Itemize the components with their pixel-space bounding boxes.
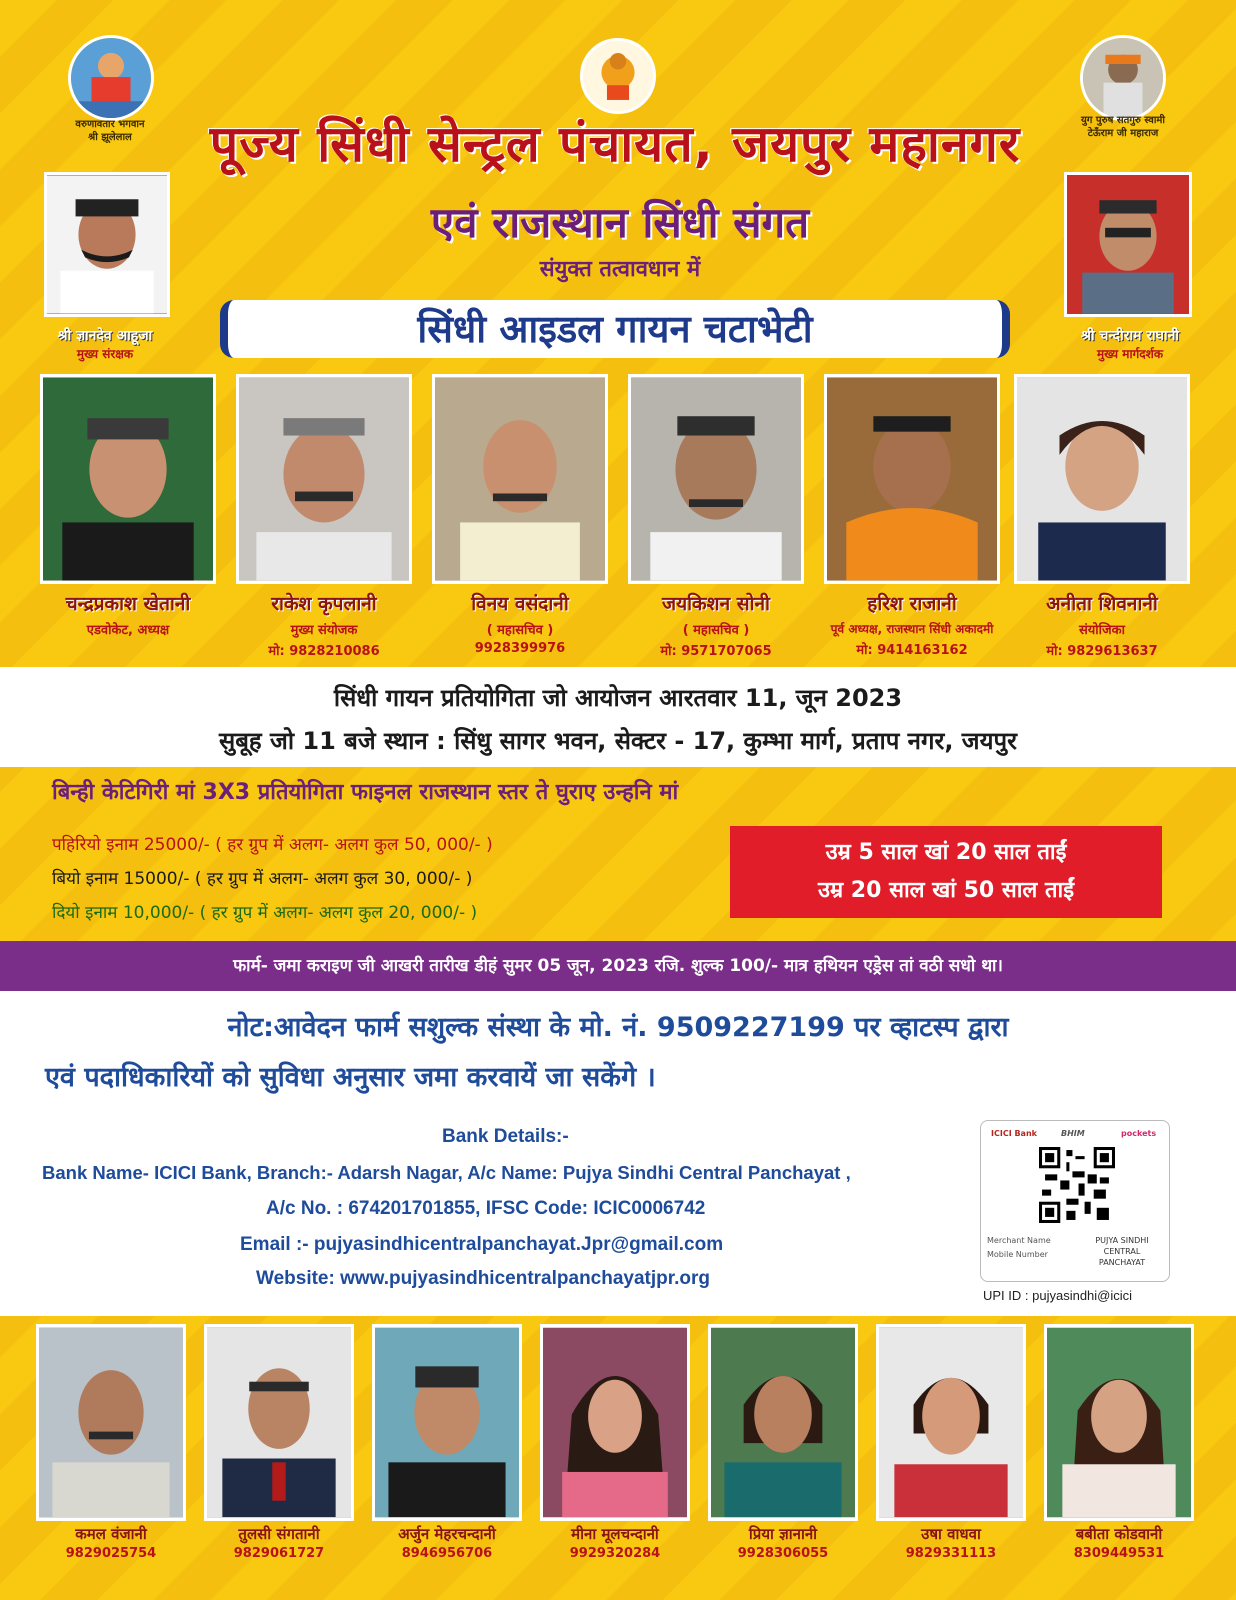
event-info-band — [0, 667, 1236, 767]
right-deity-caption-line1: युग पुरुष सतगुरु स्वामी — [1081, 115, 1165, 126]
bottom-member-card — [1044, 1324, 1194, 1561]
member-photo — [236, 374, 412, 584]
bottom-member-name: मीना मूलचन्दानी — [571, 1525, 659, 1543]
member-role: ( महासचिव ) — [486, 623, 554, 638]
bank-account-line: A/c No. : 674201701855, IFSC Code: ICIC0006742 — [266, 1198, 706, 1219]
second-prize: बियो इनाम 15000/- ( हर ग्रुप में अलग- अलग कुल 30, 000/- ) — [52, 869, 473, 889]
left-deity-caption — [50, 118, 170, 144]
merchant-name-label: Merchant Name — [987, 1236, 1051, 1245]
main-title: पूज्य सिंधी सेन्ट्रल पंचायत, जयपुर महानगर — [209, 115, 1021, 173]
bank-website-line[interactable]: Website: www.pujyasindhicentralpanchayatjpr.org — [256, 1268, 710, 1289]
member-card — [40, 374, 216, 641]
mobile-number-label: Mobile Number — [987, 1250, 1048, 1259]
bottom-member-name: कमल वंजानी — [75, 1525, 147, 1543]
bottom-member-phone: 8309449531 — [1073, 1546, 1165, 1561]
event-venue-line: सुबूह जो 11 बजे स्थान : सिंधु सागर भवन, सेक्टर - 17, कुम्भा मार्ग, प्रताप नगर, जयपुर — [219, 727, 1017, 755]
member-phone: 9928399976 — [474, 641, 566, 656]
member-photo — [824, 374, 1000, 584]
merchant-name-value: PUJYA SINDHI CENTRAL PANCHAYAT — [1095, 1236, 1149, 1267]
member-card — [236, 374, 412, 659]
bottom-member-photo — [1044, 1324, 1194, 1521]
patron-name-left: श्री ज्ञानदेव आहूजा — [57, 328, 153, 344]
teuram-deity-image — [1080, 35, 1166, 121]
member-photo — [1014, 374, 1190, 584]
bottom-member-phone: 9929320284 — [569, 1546, 661, 1561]
event-date-line: सिंधी गायन प्रतियोगिता जो आयोजन आरतवार 11, जून 2023 — [333, 684, 903, 712]
patron-role-right: मुख्य मार्गदर्शक — [1096, 347, 1164, 361]
bhim-logo-text: BHIM — [1061, 1129, 1085, 1138]
member-name: राकेश कृपलानी — [271, 593, 377, 615]
sub-title: एवं राजस्थान सिंधी संगत — [430, 198, 810, 247]
bottom-member-photo — [876, 1324, 1026, 1521]
bottom-member-phone: 8946956706 — [401, 1546, 493, 1561]
joint-auspices-text: संयुक्त तत्वावधान में — [539, 257, 701, 282]
bottom-member-card — [372, 1324, 522, 1561]
bottom-member-card — [876, 1324, 1026, 1561]
icici-logo-text: ICICI Bank — [991, 1129, 1037, 1138]
bottom-member-name: बबीता कोडवानी — [1075, 1525, 1163, 1543]
deadline-band: फार्म- जमा कराइण जी आखरी तारीख डीहं सुमर 05 जून, 2023 रजि. शुल्क 100/- मात्र हथियन एड्रेस तां वठी सधो था। — [0, 941, 1236, 991]
patron-photo-left — [44, 172, 170, 317]
bottom-member-card — [36, 1324, 186, 1561]
bottom-member-phone: 9829331113 — [905, 1546, 997, 1561]
right-deity-caption — [1062, 114, 1184, 140]
member-name: विनय वसंदानी — [471, 593, 569, 615]
bottom-member-photo — [36, 1324, 186, 1521]
member-role: मुख्य संयोजक — [290, 623, 358, 638]
upi-qr-card — [980, 1120, 1170, 1282]
member-phone: मो: 9829613637 — [1046, 644, 1158, 659]
bottom-member-card — [708, 1324, 858, 1561]
member-card — [824, 374, 1000, 658]
bottom-member-photo — [708, 1324, 858, 1521]
bottom-member-name: उषा वाधवा — [921, 1525, 981, 1543]
patron-name-right: श्री चन्दीराम राघानी — [1081, 328, 1179, 344]
member-card — [628, 374, 804, 659]
patron-role-left: मुख्य संरक्षक — [76, 347, 134, 361]
ganesha-image — [580, 38, 656, 114]
third-prize: दियो इनाम 10,000/- ( हर ग्रुप में अलग- अलग कुल 20, 000/- ) — [52, 903, 478, 923]
member-phone: मो: 9828210086 — [268, 644, 380, 659]
note-line1: नोट:आवेदन फार्म सशुल्क संस्था के मो. नं. 9509227199 पर व्हाटस्प द्वारा — [227, 1012, 1009, 1043]
bottom-member-photo — [540, 1324, 690, 1521]
age-groups-box — [730, 826, 1162, 918]
member-photo — [432, 374, 608, 584]
member-name: अनीता शिवनानी — [1046, 593, 1158, 615]
right-deity-caption-line2: टेऊँराम जी महाराज — [1087, 128, 1159, 139]
bottom-member-card — [204, 1324, 354, 1561]
upi-id: UPI ID : pujyasindhi@icici — [983, 1288, 1133, 1303]
pockets-logo-text: pockets — [1121, 1129, 1157, 1138]
member-photo — [40, 374, 216, 584]
member-card — [432, 374, 608, 656]
jhulelal-deity-image — [68, 35, 154, 121]
event-name-banner: सिंधी आइडल गायन चटाभेटी — [220, 300, 1010, 358]
note-line2: एवं पदाधिकारियों को सुविधा अनुसार जमा करवायें जा सकेंगे । — [45, 1062, 656, 1093]
bank-email-line[interactable]: Email :- pujyasindhicentralpanchayat.Jpr@gmail.com — [240, 1234, 724, 1255]
age-group-1: उम्र 5 साल खां 20 साल ताईं — [825, 840, 1067, 865]
bottom-member-photo — [204, 1324, 354, 1521]
left-deity-caption-line2: श्री झूलेलाल — [88, 132, 132, 143]
bank-heading: Bank Details:- — [442, 1126, 569, 1147]
member-photo — [628, 374, 804, 584]
qr-code-icon — [1039, 1147, 1115, 1223]
first-prize: पहिरियो इनाम 25000/- ( हर ग्रुप में अलग- अलग कुल 50, 000/- ) — [52, 835, 493, 855]
bank-name-line: Bank Name- ICICI Bank, Branch:- Adarsh Nagar, A/c Name: Pujya Sindhi Central Panchayat , — [42, 1162, 851, 1183]
member-phone: मो: 9571707065 — [660, 644, 772, 659]
bottom-member-name: तुलसी संगतानी — [238, 1525, 320, 1543]
bottom-member-phone: 9829061727 — [233, 1546, 325, 1561]
member-role: ( महासचिव ) — [682, 623, 750, 638]
member-card — [1014, 374, 1190, 659]
left-deity-caption-line1: वरुणावतार भगवान — [75, 119, 145, 130]
bottom-member-card — [540, 1324, 690, 1561]
member-role: संयोजिका — [1078, 623, 1126, 638]
category-line: बिन्ही केटिगिरी मां 3X3 प्रतियोगिता फाइनल राजस्थान स्तर ते घुराए उन्हनि मां — [52, 780, 679, 805]
bottom-member-phone: 9928306055 — [737, 1546, 829, 1561]
bottom-member-name: अर्जुन मेहरचन्दानी — [398, 1525, 496, 1543]
member-name: चन्द्रप्रकाश खेतानी — [65, 593, 191, 615]
member-name: जयकिशन सोनी — [662, 593, 770, 615]
member-name: हरिश राजानी — [867, 593, 957, 615]
bottom-member-phone: 9829025754 — [65, 1546, 157, 1561]
member-role: पूर्व अध्यक्ष, राजस्थान सिंधी अकादमी — [830, 622, 994, 636]
patron-photo-right — [1064, 172, 1192, 317]
member-phone: मो: 9414163162 — [856, 643, 968, 658]
bottom-member-name: प्रिया ज्ञानानी — [748, 1525, 818, 1543]
bottom-member-photo — [372, 1324, 522, 1521]
age-group-2: उम्र 20 साल खां 50 साल ताईं — [817, 878, 1075, 903]
member-role: एडवोकेट, अध्यक्ष — [86, 623, 170, 638]
